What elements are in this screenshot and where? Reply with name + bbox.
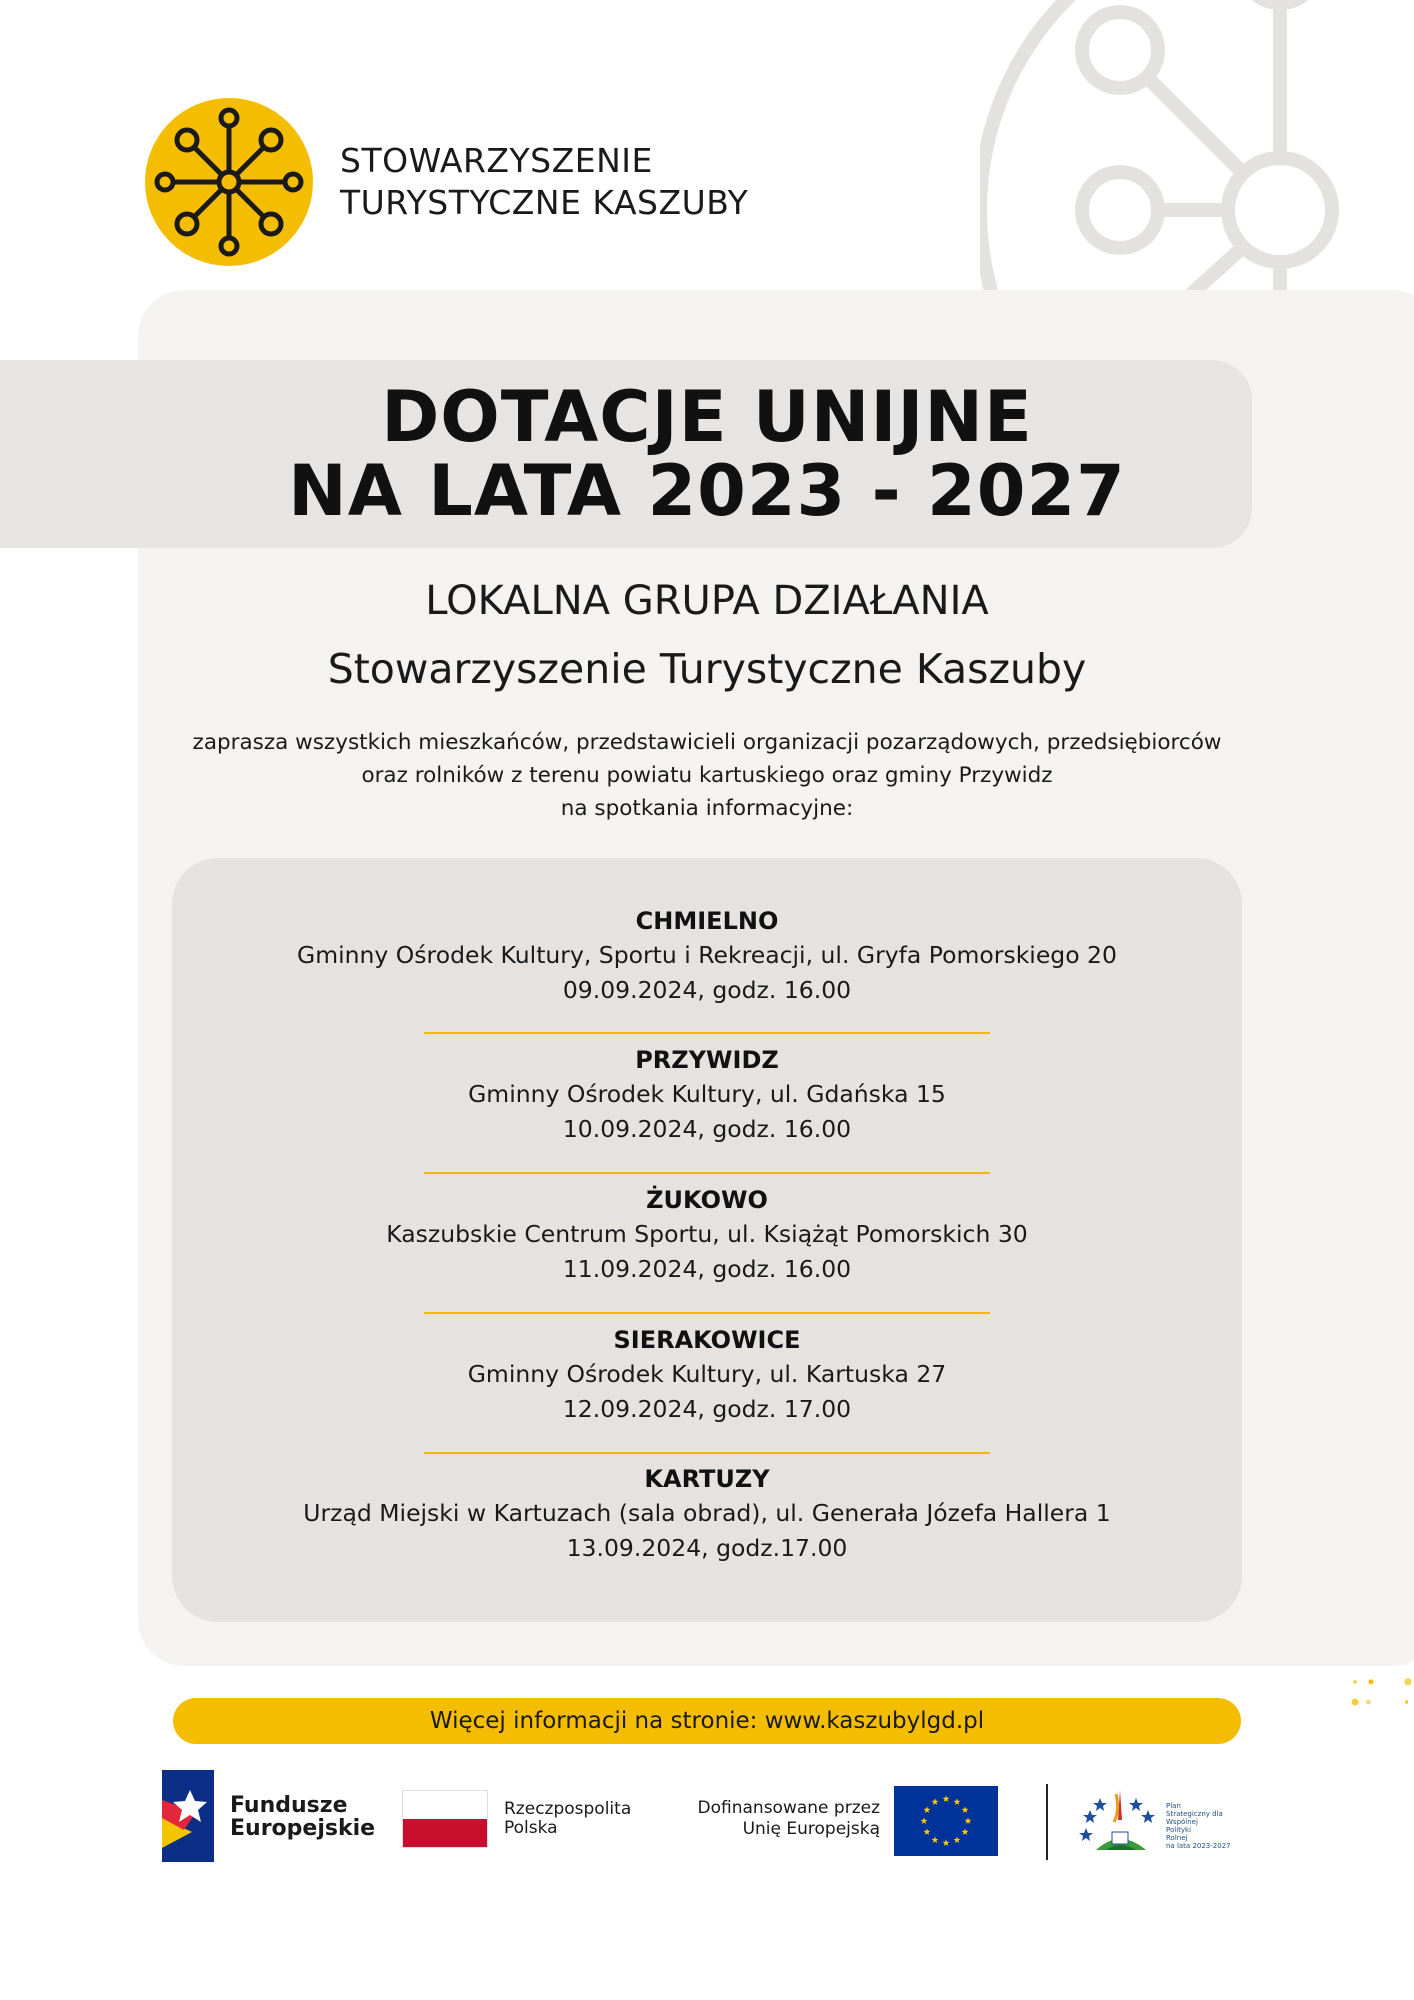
decorative-dot (1352, 1699, 1359, 1706)
plan-strategiczny-label (1166, 1802, 1231, 1850)
meeting-city: CHMIELNO (635, 907, 779, 935)
psp-line1: Plan (1166, 1802, 1181, 1810)
meeting-city: SIERAKOWICE (613, 1326, 801, 1354)
psp-line5: Rolnej (1166, 1834, 1188, 1842)
lgd-heading: LOKALNA GRUPA DZIAŁANIA (425, 578, 989, 624)
meeting-place: Gminny Ośrodek Kultury, ul. Gdańska 15 (468, 1080, 946, 1108)
organization-name-line1: STOWARZYSZENIE (340, 141, 653, 180)
meeting-item-zukowo (0, 1183, 1414, 1287)
organization-name (340, 140, 748, 224)
page-title-line2: NA LATA 2023 - 2027 (288, 450, 1126, 532)
rzeczpospolita-polska-label (504, 1800, 631, 1838)
eu-line1: Dofinansowane przez (697, 1798, 880, 1818)
decorative-dot (1404, 1678, 1411, 1685)
meeting-place: Kaszubskie Centrum Sportu, ul. Książąt Pomorskich 30 (386, 1220, 1028, 1248)
meeting-item-przywidz (0, 1043, 1414, 1147)
website-info-bar[interactable]: Więcej informacji na stronie: www.kaszubylgd.pl (173, 1698, 1241, 1744)
polish-flag-icon (402, 1790, 488, 1848)
fe-line1: Fundusze (230, 1793, 348, 1818)
decorative-dot (1405, 1700, 1408, 1703)
psp-line4: Polityki (1166, 1826, 1192, 1834)
fundusze-europejskie-logo-icon (162, 1770, 214, 1862)
meeting-separator (424, 1452, 990, 1454)
psp-line2: Strategiczny dla (1166, 1810, 1223, 1818)
eu-line2: Unię Europejską (742, 1819, 880, 1839)
page-title (0, 376, 1414, 532)
invitation-text (180, 726, 1234, 825)
meeting-date: 13.09.2024, godz.17.00 (566, 1534, 848, 1562)
pl-line1: Rzeczpospolita (504, 1799, 632, 1819)
psp-line6: na lata 2023-2027 (1166, 1842, 1231, 1850)
psp-line3: Wspólnej (1166, 1818, 1198, 1826)
meeting-separator (424, 1312, 990, 1314)
invitation-line1: zaprasza wszystkich mieszkańców, przedstawicieli organizacji pozarządowych, przedsiębiorców (192, 730, 1222, 755)
decorative-dot (1354, 1680, 1357, 1683)
meeting-separator (424, 1172, 990, 1174)
meeting-separator (424, 1032, 990, 1034)
organization-logo (145, 98, 313, 266)
pl-line2: Polska (504, 1818, 558, 1838)
organization-name-line2: TURYSTYCZNE KASZUBY (340, 183, 749, 222)
meeting-item-chmielno (0, 904, 1414, 1008)
eu-cofinancing-label (680, 1798, 880, 1840)
invitation-line3: na spotkania informacyjne: (560, 796, 854, 821)
meeting-item-sierakowice (0, 1323, 1414, 1427)
page-title-line1: DOTACJE UNIJNE (381, 376, 1033, 458)
logo-divider (1046, 1784, 1048, 1860)
decorative-dot (1366, 1700, 1371, 1705)
fe-line2: Europejskie (230, 1816, 376, 1841)
meeting-place: Gminny Ośrodek Kultury, ul. Kartuska 27 (467, 1360, 947, 1388)
invitation-line2: oraz rolników z terenu powiatu kartuskiego oraz gminy Przywidz (361, 763, 1053, 788)
plan-strategiczny-logo-icon (1076, 1780, 1164, 1864)
meeting-date: 09.09.2024, godz. 16.00 (562, 976, 852, 1004)
meeting-place: Urząd Miejski w Kartuzach (sala obrad), ul. Generała Józefa Hallera 1 (303, 1499, 1111, 1527)
meeting-city: PRZYWIDZ (635, 1046, 779, 1074)
meeting-date: 10.09.2024, godz. 16.00 (562, 1115, 852, 1143)
decorative-dot (1368, 1679, 1373, 1684)
fundusze-europejskie-label (230, 1794, 375, 1840)
meeting-place: Gminny Ośrodek Kultury, Sportu i Rekreacji, ul. Gryfa Pomorskiego 20 (297, 941, 1117, 969)
meeting-city: ŻUKOWO (646, 1186, 768, 1214)
meeting-date: 11.09.2024, godz. 16.00 (562, 1255, 852, 1283)
meeting-item-kartuzy (0, 1462, 1414, 1566)
eu-flag-icon (894, 1786, 998, 1856)
organization-subtitle: Stowarzyszenie Turystyczne Kaszuby (327, 645, 1087, 693)
meeting-city: KARTUZY (644, 1465, 770, 1493)
meeting-date: 12.09.2024, godz. 17.00 (562, 1395, 852, 1423)
